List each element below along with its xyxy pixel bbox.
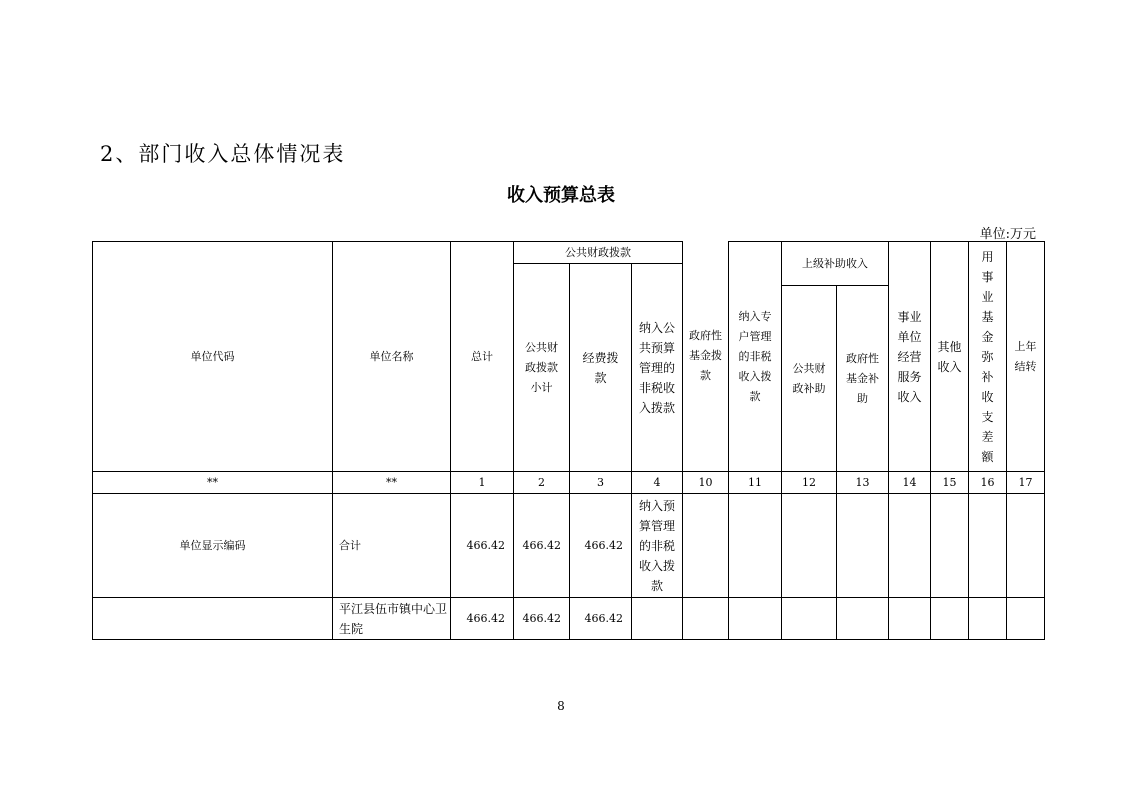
index-cell: ** [93,472,333,494]
empty-cell [889,598,931,640]
non-tax-cell: 纳入预算管理的非税收入拨款 [632,494,683,598]
header-superior-subsidy-group: 上级补助收入 [782,242,889,286]
subtotal-cell: 466.42 [514,494,570,598]
table-title: 收入预算总表 [507,185,615,206]
unit-label: 单位:万元 [979,227,1036,242]
header-non-tax: 纳入公共预算管理的非税收入拨款 [632,264,683,472]
table-row [93,494,1045,598]
header-gov-fund-subsidy: 政府性基金补助 [837,286,889,472]
empty-cell [931,494,969,598]
unit-code-cell [93,598,333,640]
index-cell: 11 [729,472,782,494]
header-other-income: 其他收入 [931,242,969,472]
index-cell: 4 [632,472,683,494]
header-total: 总计 [451,242,514,472]
header-funding: 经费拨款 [570,264,632,472]
header-business-service: 事业单位经营服务收入 [889,242,931,472]
index-cell: 15 [931,472,969,494]
index-cell: 16 [969,472,1007,494]
empty-cell [1007,598,1045,640]
empty-cell [837,598,889,640]
index-cell: 1 [451,472,514,494]
header-public-finance-subtotal: 公共财政拨款小计 [514,264,570,472]
header-last-year: 上年结转 [1007,242,1045,472]
unit-code-cell: 单位显示编码 [93,494,333,598]
empty-cell [1007,494,1045,598]
subtotal-cell: 466.42 [514,598,570,640]
total-cell: 466.42 [451,494,514,598]
header-gov-fund: 政府性基金拨款 [683,242,729,472]
total-cell: 466.42 [451,598,514,640]
empty-cell [729,598,782,640]
income-budget-table [92,241,1045,640]
empty-cell [683,494,729,598]
unit-name-cell: 平江县伍市镇中心卫生院 [333,598,451,640]
header-unit-name: 单位名称 [333,242,451,472]
empty-cell [837,494,889,598]
empty-cell [782,598,837,640]
empty-cell [931,598,969,640]
index-cell: 3 [570,472,632,494]
empty-cell [969,494,1007,598]
index-cell: 2 [514,472,570,494]
header-public-finance-subsidy: 公共财政补助 [782,286,837,472]
header-fund-deficit: 用事业基金弥补收支差额 [969,242,1007,472]
page-number: 8 [557,699,565,713]
empty-cell [729,494,782,598]
header-unit-code: 单位代码 [93,242,333,472]
table-row [93,598,1045,640]
index-cell: 14 [889,472,931,494]
funding-cell: 466.42 [570,598,632,640]
index-row [93,472,1045,494]
non-tax-cell [632,598,683,640]
index-cell: 17 [1007,472,1045,494]
index-cell: ** [333,472,451,494]
empty-cell [969,598,1007,640]
funding-cell: 466.42 [570,494,632,598]
index-cell: 12 [782,472,837,494]
section-title: 2、部门收入总体情况表 [100,142,346,166]
header-special-non-tax: 纳入专户管理的非税收入拨款 [729,242,782,472]
empty-cell [683,598,729,640]
empty-cell [782,494,837,598]
index-cell: 13 [837,472,889,494]
unit-name-cell: 合计 [333,494,451,598]
index-cell: 10 [683,472,729,494]
header-public-finance-group: 公共财政拨款 [514,242,683,264]
empty-cell [889,494,931,598]
